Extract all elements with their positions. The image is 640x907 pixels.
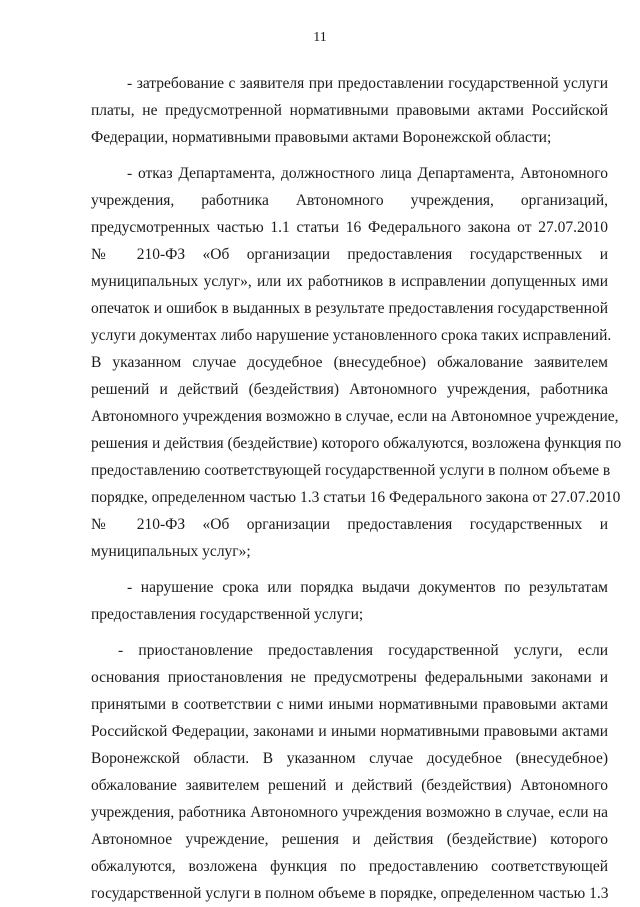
text-line: № 210-ФЗ «Об организации предоставления государственных и [91,516,608,533]
text-line: опечаток и ошибок в выданных в результате предоставления государственной [91,300,608,317]
text-line: услуги документах либо нарушение установленного срока таких исправлений. [91,327,612,344]
text-line: учреждения, работника Автономного учреждения возможно в случае, если на [91,804,608,821]
document-body [91,70,622,907]
text-line: предоставления государственной услуги; [91,606,364,623]
text-line: платы, не предусмотренной нормативными правовыми актами Российской [91,102,608,119]
text-line: предоставлению соответствующей государственной услуги в полном объеме в [91,462,611,479]
page-number: 11 [313,30,327,45]
text-line: № 210-ФЗ «Об организации предоставления государственных и [91,246,608,263]
text-line: обжалование заявителем решений и действий (бездействия) Автономного [91,777,608,794]
text-line: - отказ Департамента, должностного лица Департамента, Автономного [127,165,608,182]
text-line: решений и действий (бездействия) Автономного учреждения, работника [91,381,608,398]
text-line: принятыми в соответствии с ними иными нормативными правовыми актами [91,696,608,713]
text-line: - затребование с заявителя при предоставлении государственной услуги [127,75,608,92]
paragraph-gap [91,151,608,160]
text-line: решения и действия (бездействие) которого обжалуются, возложена функция по [91,435,622,452]
text-line: В указанном случае досудебное (внесудебное) обжалование заявителем [91,354,608,371]
text-line: муниципальных услуг», или их работников в исправлении допущенных ими [91,273,608,290]
paragraph-gap [91,628,608,637]
text-line: порядке, определенном частью 1.3 статьи 16 Федерального закона от 27.07.2010 [91,489,621,506]
text-line: Автономного учреждения возможно в случае, если на Автономное учреждение, [91,408,619,425]
text-line: обжалуются, возложена функция по предоставлению соответствующей [91,858,608,875]
text-line: - приостановление предоставления государственной услуги, если [118,642,608,659]
text-line: Федерации, нормативными правовыми актами Воронежской области; [91,129,552,146]
text-line: муниципальных услуг»; [91,543,251,560]
text-line: Автономное учреждение, решения и действия (бездействие) которого [91,831,608,848]
text-line: государственной услуги в полном объеме в порядке, определенном частью 1.3 [91,885,609,902]
text-line: основания приостановления не предусмотрены федеральными законами и [91,669,608,686]
text-line: Российской Федерации, законами и иными нормативными правовыми актами [91,723,608,740]
text-line: - нарушение срока или порядка выдачи документов по результатам [127,579,608,596]
paragraph-gap [91,565,608,574]
text-line: учреждения, работника Автономного учреждения, организаций, [91,192,608,209]
text-line: предусмотренных частью 1.1 статьи 16 Федерального закона от 27.07.2010 [91,219,608,236]
text-line: Воронежской области. В указанном случае досудебное (внесудебное) [91,750,608,767]
